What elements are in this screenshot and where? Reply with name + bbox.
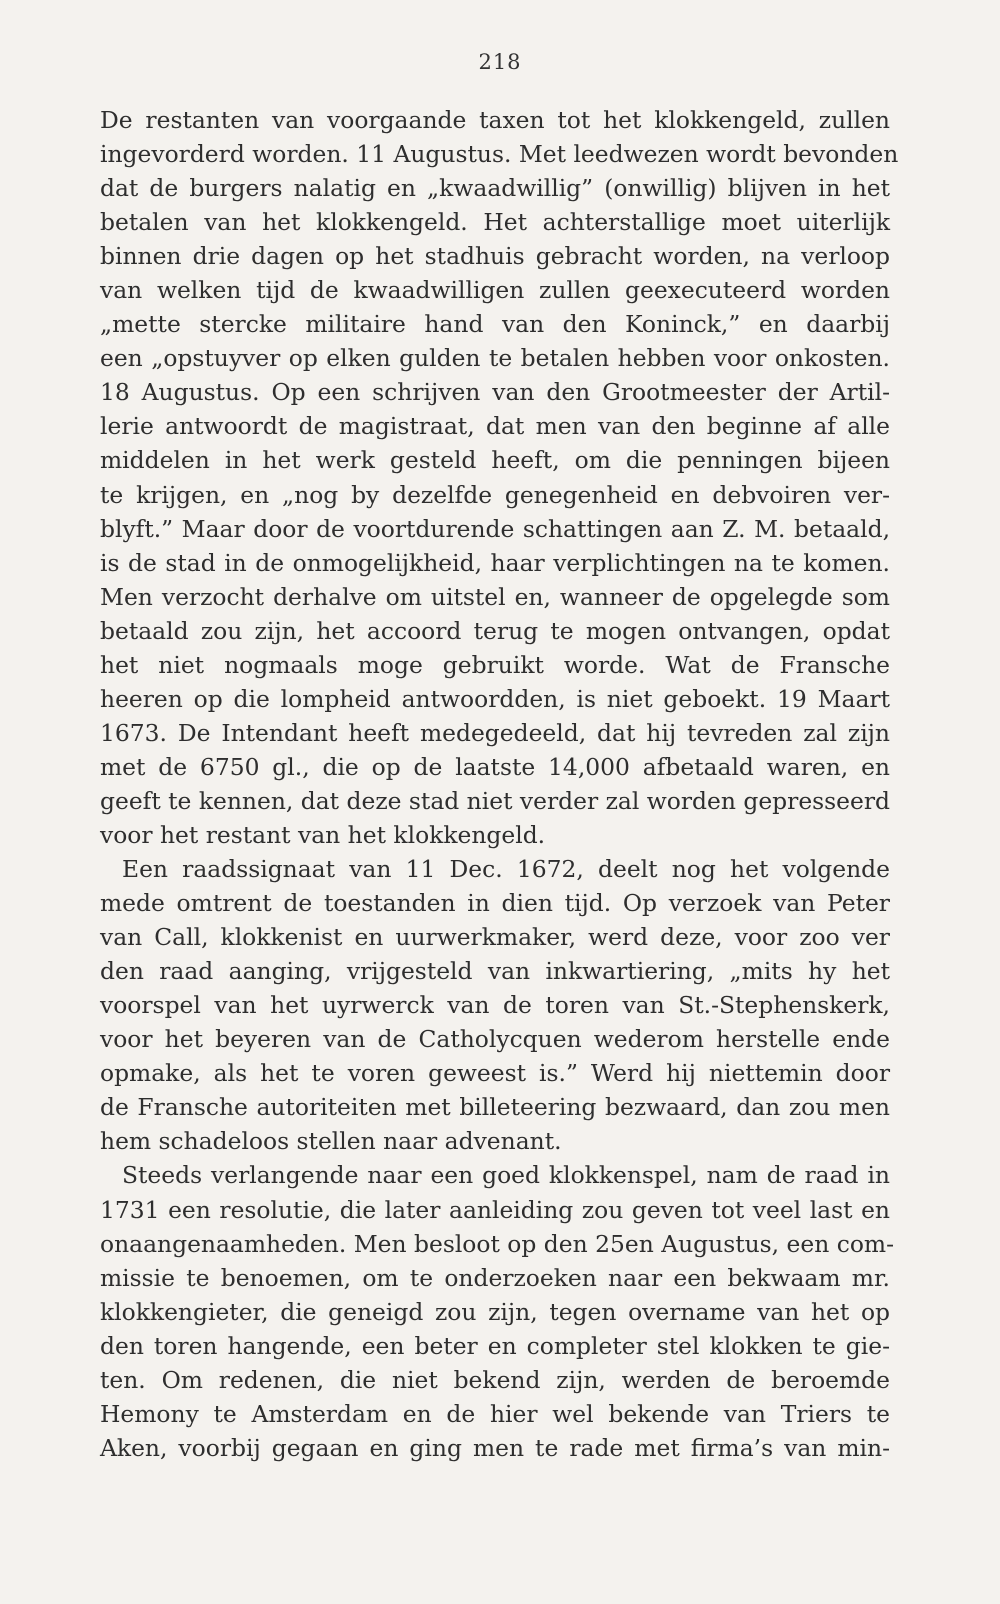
- text-line: lerie antwoordt de magistraat, dat men van den beginne af alle: [100, 412, 890, 441]
- text-line: het niet nogmaals moge gebruikt worde. Wat de Fransche: [100, 650, 890, 679]
- text-line: mede omtrent de toestanden in dien tijd. Op verzoek van Peter: [100, 889, 890, 918]
- text-line: voor het beyeren van de Catholycquen wederom herstelle ende: [100, 1025, 890, 1054]
- text-line: Men verzocht derhalve om uitstel en, wanneer de opgelegde som: [100, 582, 890, 611]
- text-line: opmake, als het te voren geweest is.” Werd hij niettemin door: [100, 1059, 890, 1088]
- text-line: de Fransche autoriteiten met billeteering bezwaard, dan zou men: [100, 1093, 890, 1122]
- text-line: binnen drie dagen op het stadhuis gebracht worden, na verloop: [100, 242, 890, 271]
- text-line: middelen in het werk gesteld heeft, om die penningen bijeen: [100, 446, 890, 475]
- text-line: missie te benoemen, om te onderzoeken naar een bekwaam mr.: [100, 1263, 890, 1292]
- text-line: Aken, voorbij gegaan en ging men te rade met firma’s van min-: [100, 1433, 890, 1462]
- text-line: is de stad in de onmogelijkheid, haar verplichtingen na te komen.: [100, 548, 890, 577]
- text-line: betaald zou zijn, het accoord terug te mogen ontvangen, opdat: [100, 616, 890, 645]
- text-line: 1731 een resolutie, die later aanleiding zou geven tot veel last en: [100, 1195, 890, 1224]
- text-line: hem schadeloos stellen naar advenant.: [100, 1127, 562, 1156]
- text-line: Steeds verlangende naar een goed klokkenspel, nam de raad in: [122, 1161, 890, 1190]
- page-number: 218: [478, 50, 522, 74]
- text-line: De restanten van voorgaande taxen tot het klokkengeld, zullen: [100, 106, 890, 134]
- text-line: ingevorderd worden. 11 Augustus. Met leedwezen wordt bevonden: [100, 140, 899, 169]
- text-line: te krijgen, en „nog by dezelfde genegenheid en debvoiren ver-: [100, 480, 890, 509]
- text-line: den toren hangende, een beter en completer stel klokken te gie-: [100, 1331, 890, 1360]
- text-line: dat de burgers nalatig en „kwaadwillig” (onwillig) blijven in het: [100, 174, 890, 203]
- text-line: een „opstuyver op elken gulden te betalen hebben voor onkosten.: [100, 344, 890, 373]
- text-line: Een raadssignaat van 11 Dec. 1672, deelt nog het volgende: [122, 855, 890, 884]
- text-line: blyft.” Maar door de voortdurende schattingen aan Z. M. betaald,: [100, 514, 890, 543]
- text-line: betalen van het klokkengeld. Het achterstallige moet uiterlijk: [100, 208, 890, 237]
- text-line: van welken tijd de kwaadwilligen zullen geexecuteerd worden: [100, 276, 890, 305]
- text-line: van Call, klokkenist en uurwerkmaker, werd deze, voor zoo ver: [100, 923, 890, 952]
- text-line: Hemony te Amsterdam en de hier wel bekende van Triers te: [100, 1399, 890, 1428]
- text-line: klokkengieter, die geneigd zou zijn, tegen overname van het op: [100, 1297, 890, 1326]
- text-line: „mette stercke militaire hand van den Koninck,” en daarbij: [100, 310, 890, 339]
- text-line: met de 6750 gl., die op de laatste 14,000 afbetaald waren, en: [100, 752, 890, 781]
- text-line: heeren op die lompheid antwoordden, is niet geboekt. 19 Maart: [100, 684, 890, 713]
- text-line: 18 Augustus. Op een schrijven van den Grootmeester der Artil-: [100, 378, 890, 407]
- text-line: voor het restant van het klokkengeld.: [100, 820, 546, 849]
- body-text: [100, 103, 899, 1465]
- text-line: voorspel van het uyrwerck van de toren van St.-Stephenskerk,: [100, 991, 890, 1020]
- text-line: ten. Om redenen, die niet bekend zijn, werden de beroemde: [100, 1365, 890, 1394]
- text-line: den raad aanging, vrijgesteld van inkwartiering, „mits hy het: [100, 957, 890, 986]
- text-line: 1673. De Intendant heeft medegedeeld, dat hij tevreden zal zijn: [100, 718, 890, 747]
- text-line: geeft te kennen, dat deze stad niet verder zal worden gepresseerd: [100, 786, 891, 815]
- text-line: onaangenaamheden. Men besloot op den 25en Augustus, een com-: [100, 1229, 895, 1258]
